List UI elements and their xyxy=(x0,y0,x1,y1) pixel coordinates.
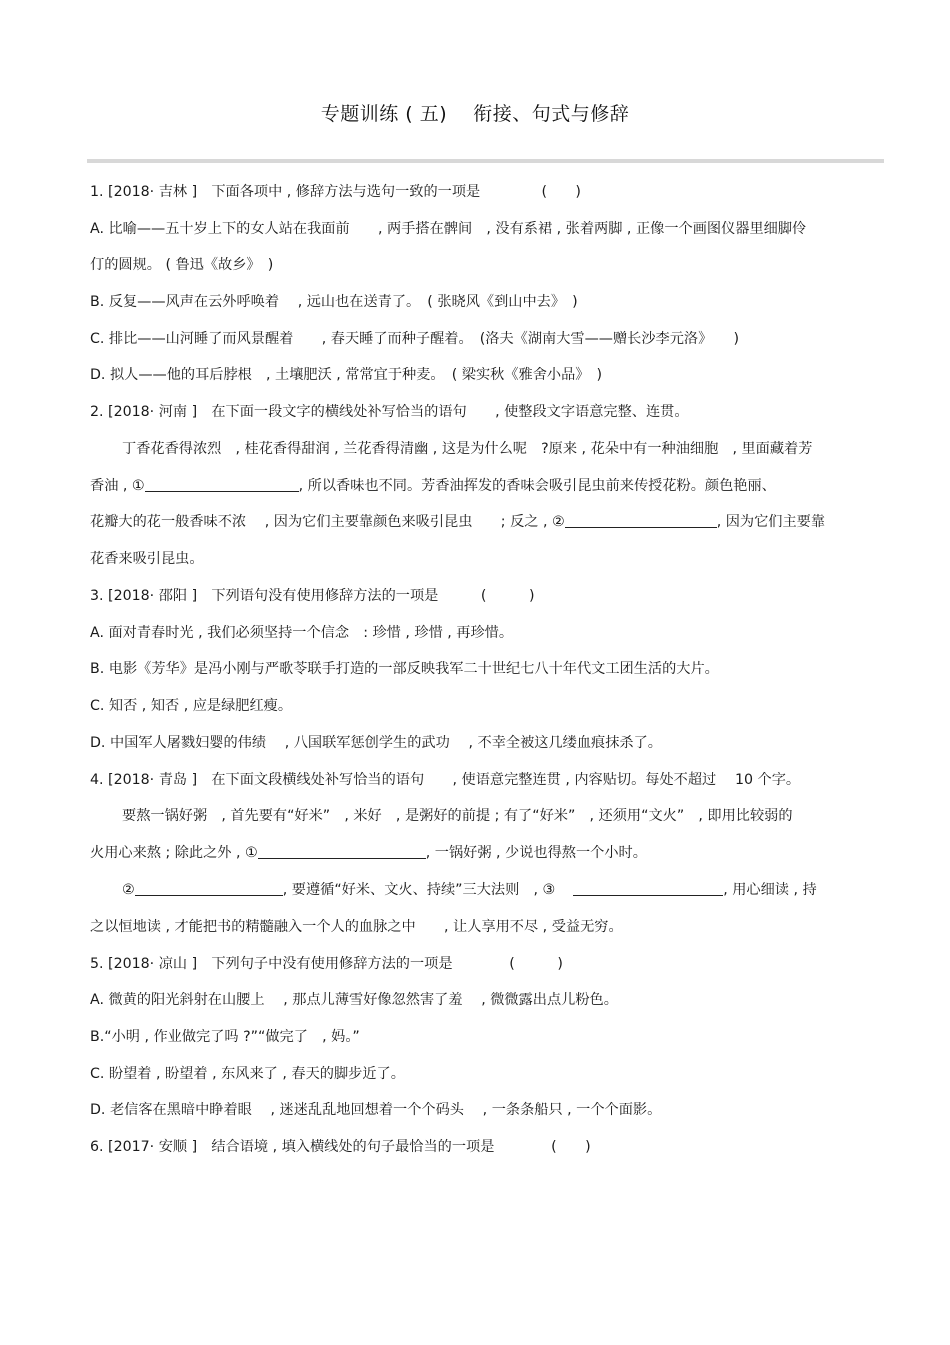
q4-passage-line1: 要熬一锅好粥 , 首先要有“好米” , 米好 , 是粥好的前提 ; 有了“好米” , 还须用“文火” , 即用比较弱的 xyxy=(122,808,793,824)
q5-stem: 5. [2018· 凉山 ] 下列句子中没有使用修辞方法的一项是 ( ) xyxy=(90,956,563,972)
q4-stem: 4. [2018· 青岛 ] 在下面文段横线处补写恰当的语句 , 使语意完整连贯 , 内容贴切。每处不超过 10 个字。 xyxy=(90,772,801,788)
answer-blank-2[interactable] xyxy=(135,881,283,896)
q4-passage-line2: 火用心来熬 ; 除此之外 , ① , 一锅好粥 , 少说也得熬一个小时。 xyxy=(90,845,647,861)
q5-option-a: A. 微黄的阳光斜射在山腰上 , 那点儿薄雪好像忽然害了羞 , 微微露出点儿粉色。 xyxy=(90,992,618,1008)
q1-stem: 1. [2018· 吉林 ] 下面各项中 , 修辞方法与选句一致的一项是 ( ) xyxy=(90,184,581,200)
q1-option-d: D. 拟人——他的耳后脖根 , 土壤肥沃 , 常常宜于种麦。 ( 梁实秋《雅舍小品》 ) xyxy=(90,367,603,383)
q2-passage-line3: 花瓣大的花一般香味不浓 , 因为它们主要靠颜色来吸引昆虫 ; 反之 , ② , 因为它们主要靠 xyxy=(90,514,826,530)
q3-option-b: B. 电影《芳华》是冯小刚与严歌苓联手打造的一部反映我军二十世纪七八十年代文工团生活的大片。 xyxy=(90,661,719,677)
answer-blank-3[interactable] xyxy=(573,881,723,896)
q1-option-a-cont: 仃的圆规。 ( 鲁迅《故乡》 ) xyxy=(90,257,274,273)
q4-passage-line4: 之以恒地读 , 才能把书的精髓融入一个人的血脉之中 , 让人享用不尽 , 受益无穷。 xyxy=(90,919,623,935)
q6-stem: 6. [2017· 安顺 ] 结合语境 , 填入横线处的句子最恰当的一项是 ( ) xyxy=(90,1139,591,1155)
q2-passage-line1: 丁香花香得浓烈 , 桂花香得甜润 , 兰花香得清幽 , 这是为什么呢 ?原来 , 花朵中有一种油细胞 , 里面藏着芳 xyxy=(122,441,813,457)
q1-option-b: B. 反复——风声在云外呼唤着 , 远山也在送青了。 ( 张晓风《到山中去》 ) xyxy=(90,294,578,310)
q2-stem: 2. [2018· 河南 ] 在下面一段文字的横线处补写恰当的语句 , 使整段文字语意完整、连贯。 xyxy=(90,404,689,420)
q2-passage-line2: 香油 , ① , 所以香味也不同。芳香油挥发的香味会吸引昆虫前来传授花粉。颜色艳丽、 xyxy=(90,478,776,494)
q1-option-c: C. 排比——山河睡了而风景醒着 , 春天睡了而种子醒着。 (洛夫《湖南大雪——赠长沙李元洛》 ) xyxy=(90,331,740,347)
q2-passage-line4: 花香来吸引昆虫。 xyxy=(90,551,204,567)
q1-option-a: A. 比喻——五十岁上下的女人站在我面前 , 两手搭在髀间 , 没有系裙 , 张着两脚 , 正像一个画图仪器里细脚伶 xyxy=(90,221,807,237)
q3-stem: 3. [2018· 邵阳 ] 下列语句没有使用修辞方法的一项是 ( ) xyxy=(90,588,535,604)
answer-blank-1[interactable] xyxy=(145,477,299,492)
q3-option-d: D. 中国军人屠戮妇婴的伟绩 , 八国联军惩创学生的武功 , 不幸全被这几缕血痕抹杀了。 xyxy=(90,735,662,751)
page-title: 专题训练 ( 五) 衔接、句式与修辞 xyxy=(320,103,630,125)
answer-blank-1[interactable] xyxy=(258,844,426,859)
q5-option-d: D. 老信客在黑暗中睁着眼 , 迷迷乱乱地回想着一个个码头 , 一条条船只 , 一个个面影。 xyxy=(90,1102,662,1118)
q5-option-c: C. 盼望着 , 盼望着 , 东风来了 , 春天的脚步近了。 xyxy=(90,1066,405,1082)
q3-option-c: C. 知否 , 知否 , 应是绿肥红瘦。 xyxy=(90,698,293,714)
answer-blank-2[interactable] xyxy=(565,513,717,528)
q5-option-b: B.“小明 , 作业做完了吗 ?”“做完了 , 妈。” xyxy=(90,1029,360,1045)
q3-option-a: A. 面对青春时光 , 我们必须坚持一个信念 : 珍惜 , 珍惜 , 再珍惜。 xyxy=(90,625,514,641)
title-divider xyxy=(87,159,884,163)
q4-passage-line3: ② , 要遵循“好米、文火、持续”三大法则 , ③ , 用心细读 , 持 xyxy=(122,882,817,898)
